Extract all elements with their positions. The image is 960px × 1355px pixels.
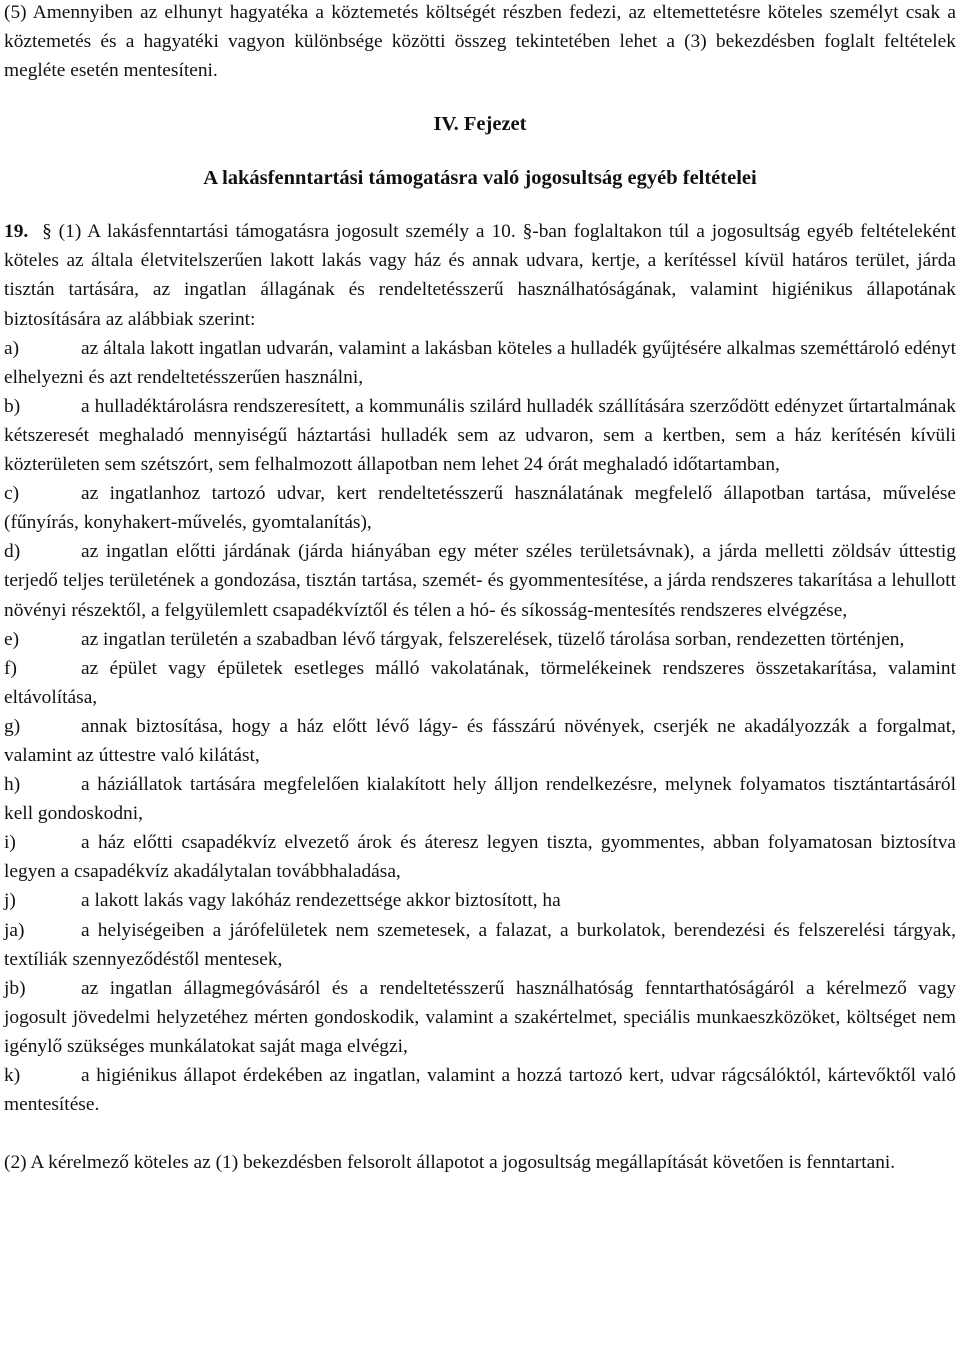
list-item xyxy=(4,654,956,712)
item-text: az általa lakott ingatlan udvarán, valamint a lakásban köteles a hulladék gyűjtésére alkalmas szeméttároló edényt elhelyezni és azt rendeltetésszerűen használni, xyxy=(4,337,956,388)
item-label: b) xyxy=(4,395,21,417)
list-item xyxy=(4,828,956,886)
chapter-title: A lakásfenntartási támogatásra való jogosultság egyéb feltételei xyxy=(203,167,757,190)
item-text: az ingatlan előtti járdának (járda hiányában egy méter széles területsávnak), a járda melletti zöldsáv úttestig terjedő teljes területének a gondozása, tisztán tartása, szemét- és gyommentesítése, a járda rendszeres takarítása a lehullott növényi részektől, a felgyülemlett csapadékvíztől és télen a hó- és síkosság-mentesítés rendszeres elvégzése, xyxy=(4,541,956,621)
item-label: a) xyxy=(4,337,20,359)
list-item xyxy=(4,712,956,770)
item-label: k) xyxy=(4,1065,21,1086)
item-text: az ingatlanhoz tartozó udvar, kert rendeltetésszerű használatának megfelelő állapotban tartása, művelése (fűnyírás, konyhakert-művelés, gyomtalanítás), xyxy=(4,483,956,534)
section-19 xyxy=(4,217,956,333)
item-label: i) xyxy=(4,832,16,854)
item-text: a lakott lakás vagy lakóház rendezettsége akkor biztosított, ha xyxy=(81,890,561,912)
item-text: a helyiségeiben a járófelületek nem szemetesek, a falazat, a burkolatok, berendezési és felszerelési tárgyak, textíliák szennyeződéstől mentesek, xyxy=(4,919,956,970)
section-number: 19. xyxy=(4,221,29,243)
list-item xyxy=(4,1061,956,1119)
item-label: jb) xyxy=(4,977,26,999)
section-text: (1) A lakásfenntartási támogatásra jogosult személy a 10. §-ban foglaltakon túl a jogosultság egyéb feltételeként köteles az általa életvitelszerűen lakott lakás vagy ház és annak udvara, kertje, a kerítéssel kívül határos terület, járda tisztán tartására, az ingatlan állagának és rendeltetésszerű használhatóságának, valamint higiénikus állapotának biztosítására az alábbiak szerint: xyxy=(4,221,956,330)
list-item xyxy=(4,334,956,392)
item-list xyxy=(4,334,956,1120)
list-item xyxy=(4,916,956,974)
paragraph-gap xyxy=(4,1119,956,1148)
list-item xyxy=(4,392,956,479)
item-text: a higiénikus állapot érdekében az ingatlan, valamint a hozzá tartozó kert, udvar rágcsálóktól, kártevőktől való mentesítése. xyxy=(4,1065,956,1116)
list-item xyxy=(4,974,956,1061)
item-text: az épület vagy épületek esetleges málló vakolatának, törmelékeinek rendszeres összetakarítása, valamint eltávolítása, xyxy=(4,657,956,708)
item-label: f) xyxy=(4,657,17,679)
item-label: j) xyxy=(4,890,16,912)
item-label: g) xyxy=(4,715,21,737)
item-label: h) xyxy=(4,774,21,796)
paragraph-2: (2) A kérelmező köteles az (1) bekezdésben felsorolt állapotot a jogosultság megállapítását követően is fenntartani. xyxy=(4,1152,896,1174)
item-label: e) xyxy=(4,628,20,650)
item-text: a hulladéktárolásra rendszeresített, a kommunális szilárd hulladék szállítására szerződött edényzet űrtartalmának kétszeresét meghaladó mennyiségű háztartási hulladék sem az udvaron, sem a kertben, sem a ház kerítésén kívüli közterületen sem szétszórt, sem felhalmozott állapotban nem lehet 24 órát meghaladó időtartamban, xyxy=(4,395,956,476)
item-label: d) xyxy=(4,541,21,563)
item-text: annak biztosítása, hogy a ház előtt lévő lágy- és fásszárú növények, cserjék ne akadályozzák a forgalmat, valamint az úttestre való kilátást, xyxy=(4,715,956,766)
section-symbol: § xyxy=(42,221,52,243)
list-item xyxy=(4,625,956,654)
item-text: a ház előtti csapadékvíz elvezető árok és áteresz legyen tiszta, gyommentes, abban folyamatosan biztosítva legyen a csapadékvíz akadálytalan továbbhaladása, xyxy=(4,832,956,883)
chapter-number: IV. Fejezet xyxy=(433,113,527,136)
item-text: az ingatlan területén a szabadban lévő tárgyak, felszerelések, tüzelő tárolása sorban, rendezetten történjen, xyxy=(81,628,905,650)
list-item xyxy=(4,770,956,828)
list-item xyxy=(4,479,956,537)
paragraph-5: (5) Amennyiben az elhunyt hagyatéka a köztemetés költségét részben fedezi, az eltemettetésre köteles személyt csak a köztemetés és a hagyatéki vagyon különbsége közötti összeg tekintetében lehet a (3) bekezdésben foglalt feltételek megléte esetén mentesíteni. xyxy=(4,2,956,82)
item-text: a háziállatok tartására megfelelően kialakított hely álljon rendelkezésre, melynek folyamatos tisztántartásáról kell gondoskodni, xyxy=(4,774,956,825)
list-item xyxy=(4,537,956,624)
item-label: c) xyxy=(4,483,20,505)
item-label: ja) xyxy=(4,919,25,941)
list-item xyxy=(4,886,956,915)
item-text: az ingatlan állagmegóvásáról és a rendeltetésszerű használhatóság fenntarthatóságáról a kérelmező vagy jogosult jövedelmi helyzetéhez mérten gondoskodik, valamint a szakértelmet, speciális munkaeszközöket, költséget nem igénylő szükséges munkálatokat saját maga elvégzi, xyxy=(4,977,956,1057)
